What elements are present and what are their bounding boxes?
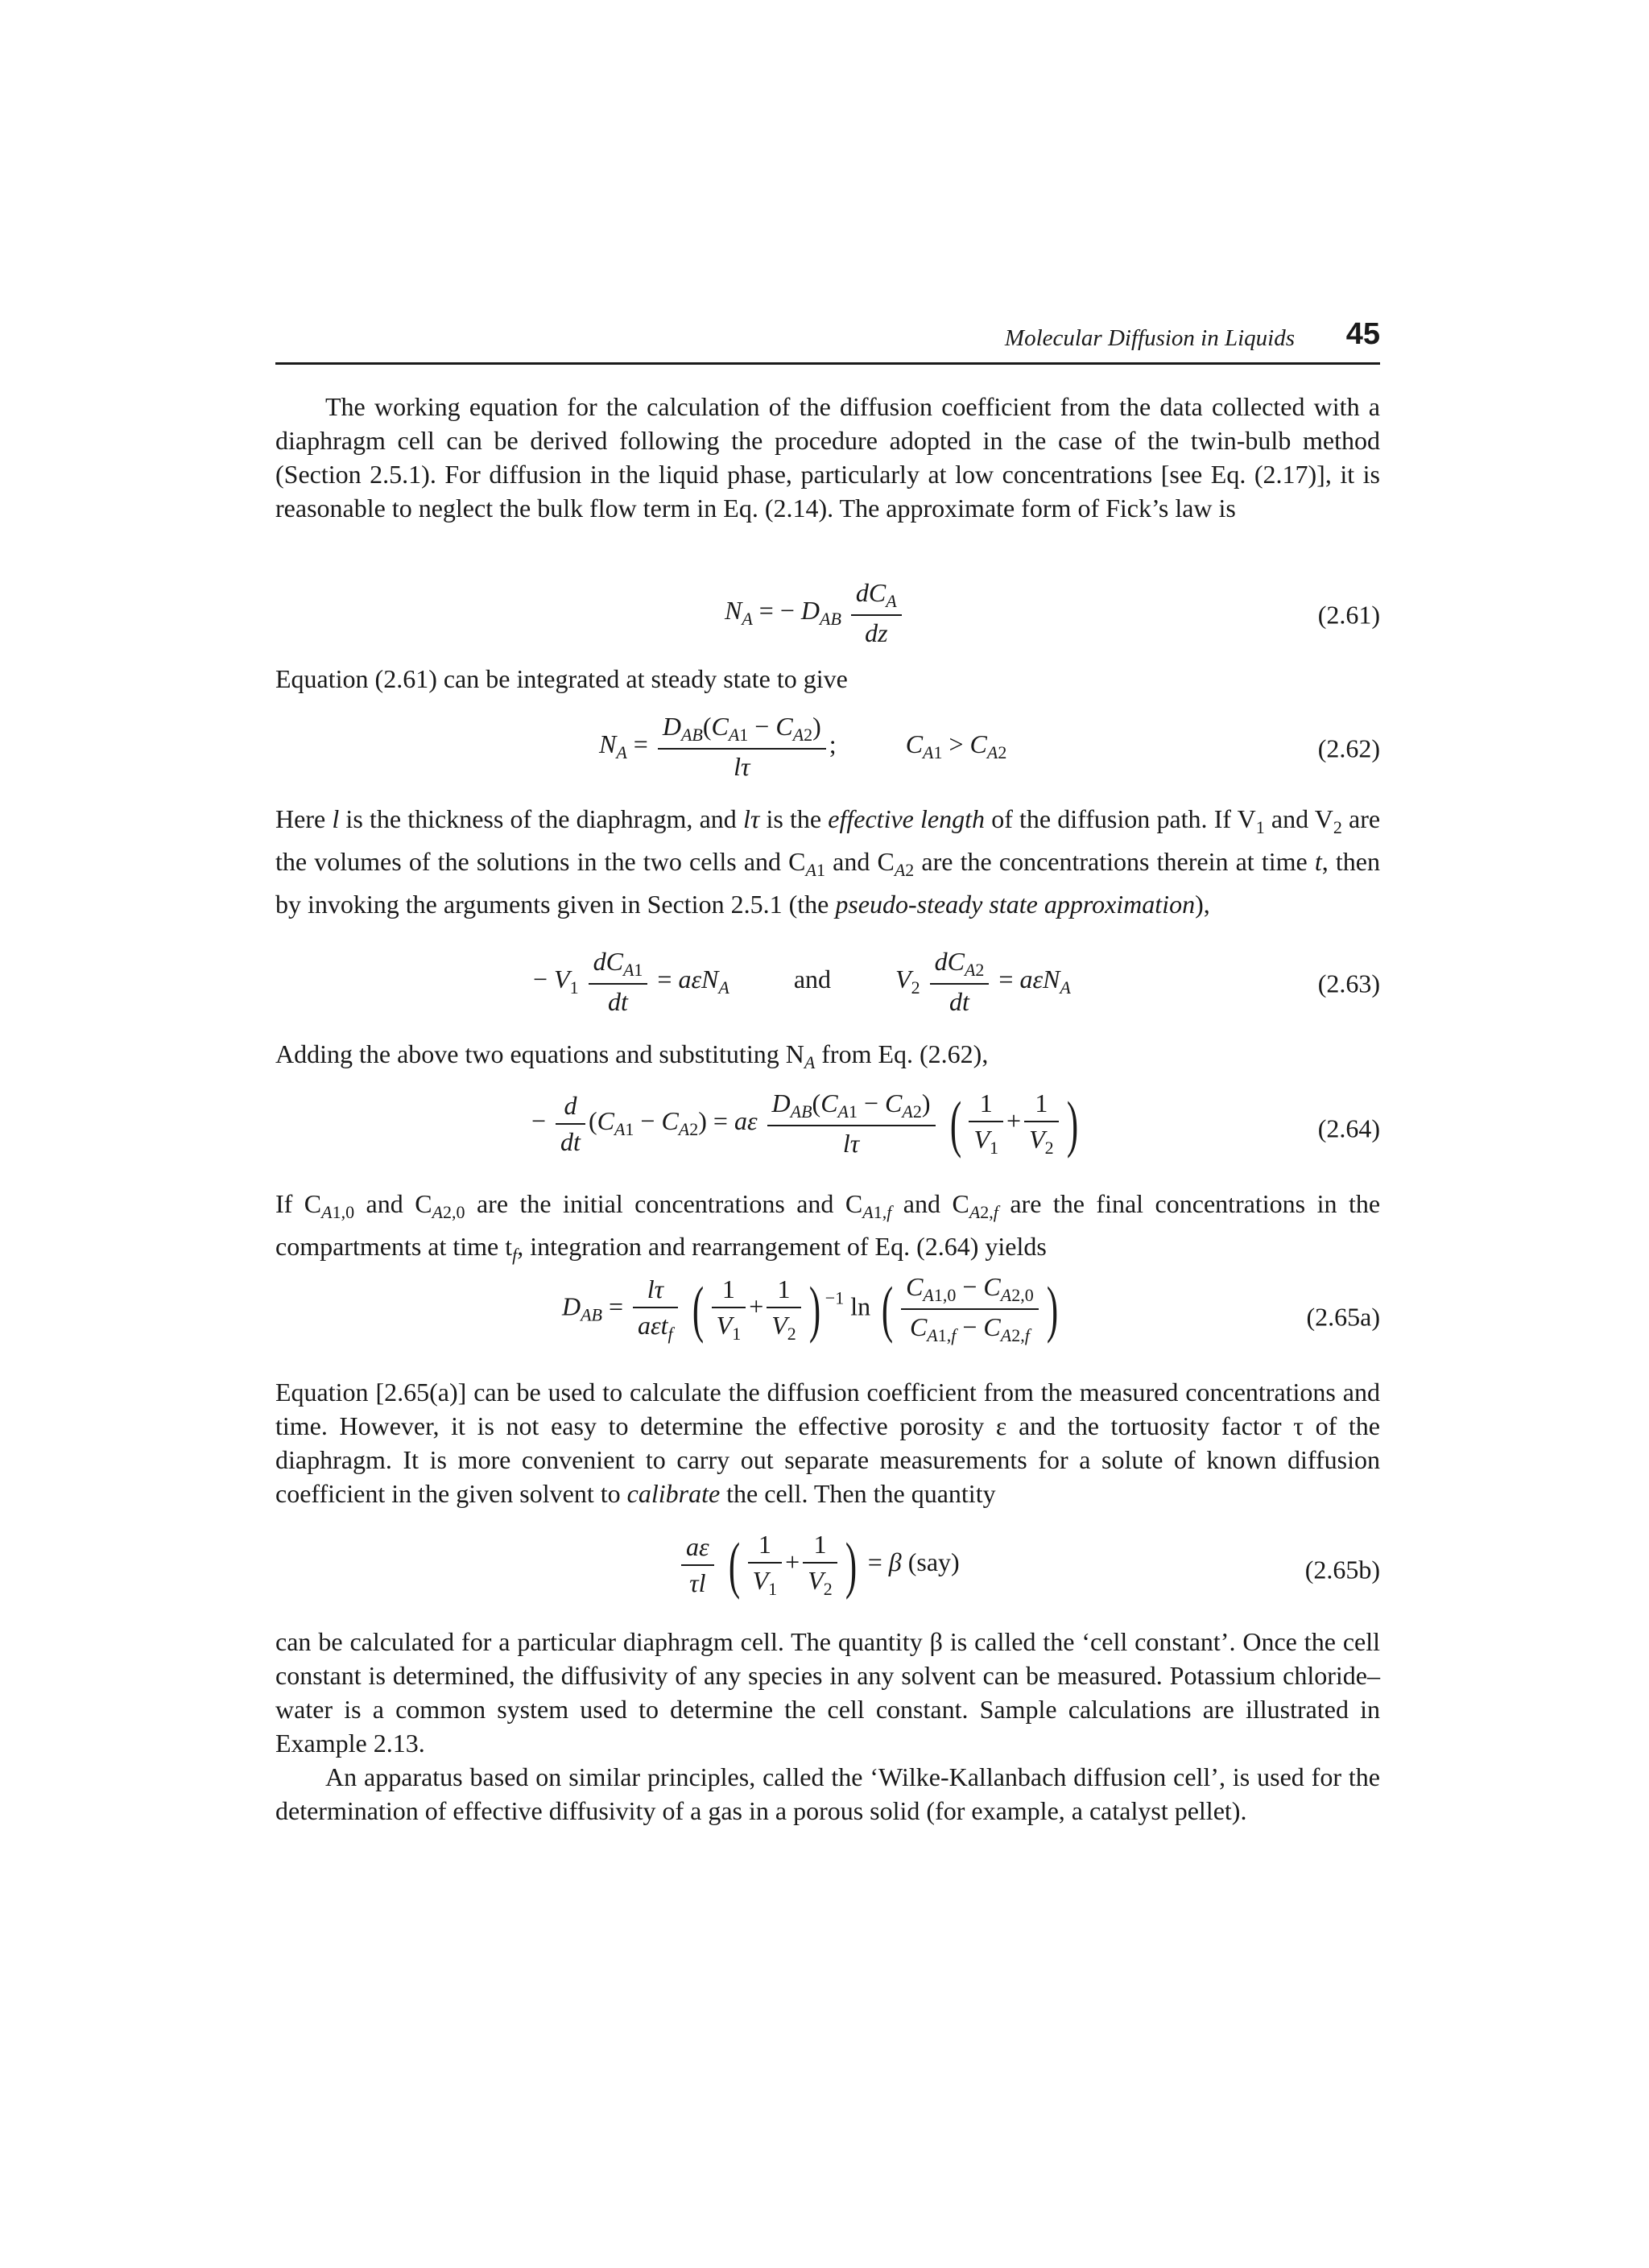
- equation-2-65a: [275, 1272, 1380, 1362]
- paragraph-integration: Equation (2.61) can be integrated at steady state to give: [275, 664, 848, 693]
- paragraph-calibrate: [275, 1375, 1380, 1510]
- paragraph-adding: Adding the above two equations and substituting $N_A$ from Eq. (2.62),: [275, 1039, 989, 1072]
- say-text: (say): [907, 1547, 960, 1576]
- equation-label: (2.65a): [1306, 1302, 1380, 1332]
- equation-label: (2.64): [1317, 1113, 1380, 1143]
- text: Adding the above two equations and substituting N: [275, 1039, 804, 1068]
- text: , then by invoking the arguments given in Section 2.5.1 (the: [275, 847, 1381, 919]
- equation-2-63: [275, 947, 1380, 1021]
- paragraph-cell-constant: can be calculated for a particular diaphragm cell. The quantity β is called the ‘cell constant’. Once the cell constant is determined, the diffusivity of any species in any solvent can be measured. Potassium chloride–water is a common system used to determine the cell constant. Sample calculations are illustrated in Example 2.13.: [275, 1627, 1380, 1758]
- text: are the final concentrations in the compartments at time t: [275, 1189, 1381, 1261]
- text: are the initial concentrations and C: [465, 1189, 863, 1218]
- text: the cell. Then the quantity: [720, 1479, 996, 1508]
- text: l: [332, 804, 340, 833]
- text: Here: [275, 804, 333, 833]
- equation-2-61-body: $N_A$ = − $D_{AB}$ $\frac{dC_A}{dz}$: [725, 578, 905, 648]
- text: and C: [354, 1189, 432, 1218]
- equation-label: (2.65b): [1304, 1555, 1380, 1584]
- text: lτ: [742, 804, 760, 833]
- text: t: [1314, 847, 1322, 876]
- paragraph-diaphragm: Here l is the thickness of the diaphragm, and lτ is the effective length of the diffusion path. If $V_1$ and $V_2$ are the volumes of the solutions in the two cells and $C_{A1}$ and $C_{A2}$ are the concentrations therein at time t, then by invoking the arguments given in Section 2.5.1 (the pseudo-steady state approximation),: [275, 804, 1381, 919]
- text: pseudo-steady state approximation: [835, 890, 1196, 919]
- text: , integration and rearrangement of Eq. (2.64) yields: [517, 1232, 1047, 1261]
- text: ),: [1195, 890, 1210, 919]
- running-title: Molecular Diffusion in Liquids: [1004, 325, 1295, 351]
- text: calibrate: [626, 1479, 721, 1508]
- text: are the concentrations therein at time: [914, 847, 1315, 876]
- and-word: and: [793, 964, 832, 994]
- running-header: [275, 317, 1380, 365]
- text: and C: [891, 1189, 969, 1218]
- equation-2-63-body: − $V_1$ $\frac{dC_{A1}}{dt}$ = aεN$_A$ and $V_2$ $\frac{dC_{A2}}{dt}$ = aεN$_A$: [533, 947, 1071, 1016]
- equation-2-61: [275, 578, 1380, 652]
- paragraph-initial-final: If $C_{A1,0}$ and $C_{A2,0}$ are the initial concentrations and $C_{A1,f}$ and $C_{A2,f}$ are the final concentrations in the compartments at time $t_f$, integration and rearrangement of Eq. (2.64) yields: [275, 1189, 1381, 1265]
- text: is the: [759, 804, 829, 833]
- text: are the volumes of the solutions in the two cells and C: [275, 804, 1381, 876]
- text: If C: [275, 1189, 322, 1218]
- text: effective length: [828, 804, 986, 833]
- equation-label: (2.62): [1317, 733, 1380, 763]
- text: is the thickness of the diaphragm, and: [339, 804, 743, 833]
- equation-2-65b-body: $\frac{a\varepsilon}{\tau l}$ ( $\frac{1}{V_1}$ + $\frac{1}{V_2}$ ) = β (say): [678, 1530, 960, 1600]
- equation-2-64: [275, 1089, 1380, 1169]
- text: from Eq. (2.62),: [815, 1039, 989, 1068]
- equation-2-65a-body: $D_{AB}$ = $\frac{l\tau}{a\varepsilon t_f}$ ( $\frac{1}{V_1}$ + $\frac{1}{V_2}$ ) $^{-1}$ ln ( $\frac{C_{A1,0} - C_{A2,0}}{C_{A1,f} - C_{A2,f}}$ ): [562, 1272, 1058, 1345]
- equation-2-62: [275, 712, 1380, 786]
- equation-label: (2.63): [1317, 969, 1380, 998]
- text: and C: [824, 847, 895, 876]
- text: and V: [1264, 804, 1333, 833]
- page-number: 45: [1345, 317, 1380, 351]
- paragraph-wilke-kallanbach: An apparatus based on similar principles, called the ‘Wilke-Kallanbach diffusion cell’, is used for the determination of effective diffusivity of a gas in a porous solid (for example, a catalyst pellet).: [275, 1762, 1380, 1825]
- equation-2-65b: [275, 1530, 1380, 1610]
- paragraph-intro: The working equation for the calculation of the diffusion coefficient from the data collected with a diaphragm cell can be derived following the procedure adopted in the case of the twin-bulb method (Section 2.5.1). For diffusion in the liquid phase, particularly at low concentrations [see Eq. (2.17)], it is reasonable to neglect the bulk flow term in Eq. (2.14). The approximate form of Fick’s law is: [275, 392, 1380, 523]
- text: Equation [2.65(a)] can be used to calculate the diffusion coefficient from the measured concentrations and time. However, it is not easy to determine the effective porosity ε and the tortuosity factor τ of the diaphragm. It is more convenient to carry out separate measurements for a solute of known diffusion coefficient in the given solvent to: [275, 1378, 1380, 1508]
- equation-2-64-body: − $\frac{d}{dt}$ $(C_{A1} - C_{A2}) = a\varepsilon$ $\frac{D_{AB}(C_{A1} - C_{A2})}{l\tau}$ ( $\frac{1}{V_1}$ + $\frac{1}{V_2}$ ): [531, 1088, 1078, 1159]
- equation-label: (2.61): [1317, 600, 1380, 630]
- text: of the diffusion path. If V: [985, 804, 1256, 833]
- equation-2-62-body: $N_A$ = $\frac{D_{AB}(C_{A1} - C_{A2})}{l\tau}$ ; $C_{A1} > C_{A2}$: [599, 712, 1007, 781]
